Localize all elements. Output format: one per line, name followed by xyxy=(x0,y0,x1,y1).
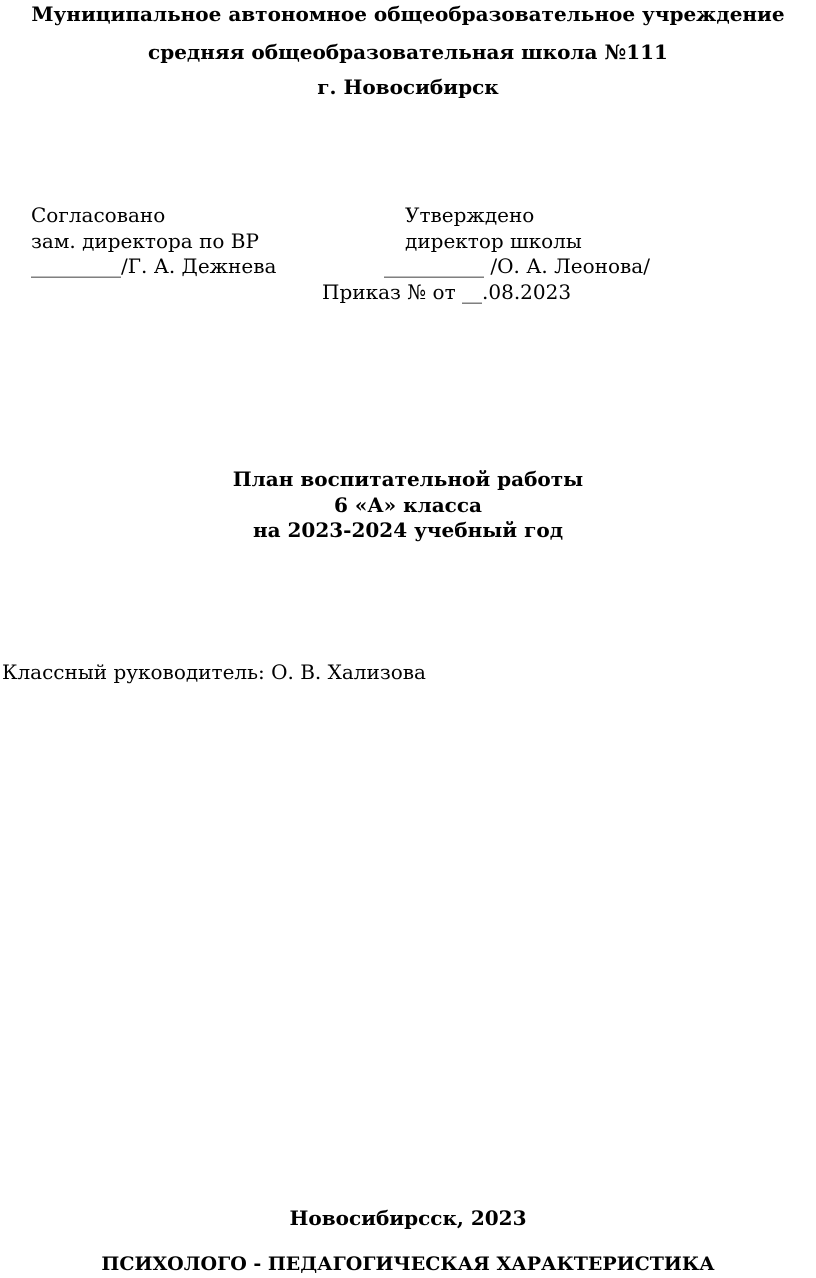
document-title-line-3: на 2023-2024 учебный год xyxy=(252,518,564,542)
approval-right-position: директор школы xyxy=(405,229,582,253)
approval-left-title: Согласовано xyxy=(31,203,166,227)
class-teacher-line: Классный руководитель: О. В. Хализова xyxy=(2,660,426,684)
footer-city-year: Новосибирсск, 2023 xyxy=(289,1206,527,1230)
document-title-line-1: План воспитательной работы xyxy=(232,467,584,491)
approval-left-signature: _________/Г. А. Дежнева xyxy=(31,254,277,278)
school-name-line-1: Муниципальное автономное общеобразовательное учреждение xyxy=(31,2,785,26)
approval-right-title: Утверждено xyxy=(405,203,535,227)
approval-left-position: зам. директора по ВР xyxy=(31,229,259,253)
school-name-line-2: средняя общеобразовательная школа №111 xyxy=(148,40,668,64)
school-city: г. Новосибирск xyxy=(317,75,499,99)
document-title-line-2: 6 «А» класса xyxy=(334,493,482,517)
section-heading: ПСИХОЛОГО - ПЕДАГОГИЧЕСКАЯ ХАРАКТЕРИСТИКА xyxy=(101,1253,715,1275)
approval-order-line: Приказ № от __.08.2023 xyxy=(322,280,572,304)
approval-right-signature: __________ /О. А. Леонова/ xyxy=(384,254,650,278)
